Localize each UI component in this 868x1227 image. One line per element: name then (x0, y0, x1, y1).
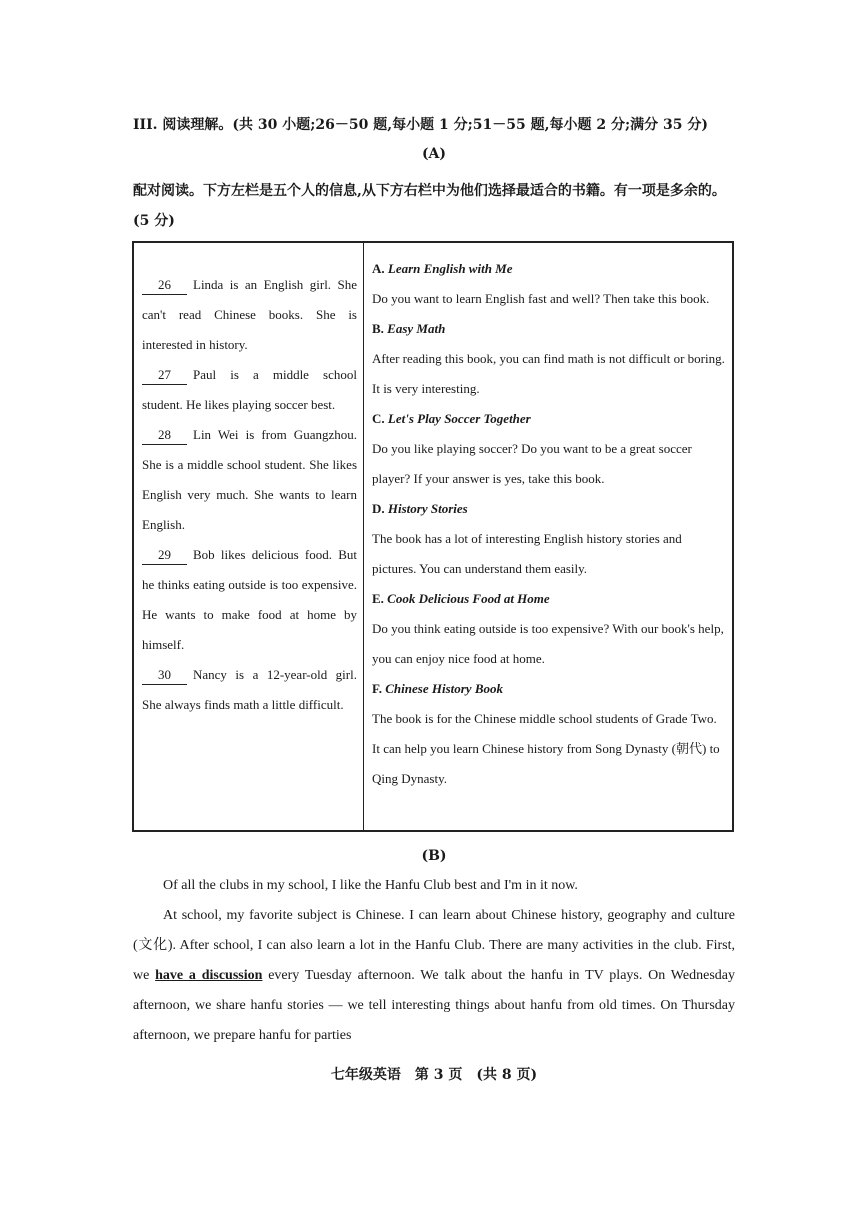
person-description: Nancy is a 12-year-old girl. She always finds math a little difficult. (142, 667, 357, 712)
book-title (372, 314, 726, 344)
answer-blank[interactable]: 26 (142, 276, 187, 295)
person-description: Lin Wei is from Guangzhou. She is a middle school student. She likes English very much. She wants to learn English. (142, 427, 357, 532)
book-name: Let's Play Soccer Together (387, 411, 531, 426)
book-description: Do you like playing soccer? Do you want to be a great soccer player? If your answer is yes, take this book. (372, 441, 692, 486)
book-title (372, 494, 726, 524)
book-title (372, 404, 726, 434)
person-description: Bob likes delicious food. But he thinks eating outside is too expensive. He wants to make food at home by himself. (142, 547, 357, 652)
book-letter: E. (372, 591, 384, 606)
passage-text: At school, my favorite subject is Chinese. I can learn about Chinese history, geography and culture (文化). After school, I can also learn a lot in the Hanfu Club. There are many activities in the club. First, we (133, 908, 735, 983)
book-letter: A. (372, 261, 385, 276)
book-description: The book has a lot of interesting English history stories and pictures. You can understand them easily. (372, 531, 682, 576)
people-list (134, 243, 363, 720)
answer-blank[interactable]: 30 (142, 666, 187, 685)
answer-blank[interactable]: 28 (142, 426, 187, 445)
books-column (364, 242, 734, 831)
person-item (142, 540, 357, 660)
page-footer: 七年级英语 第 3 页 (共 8 页) (330, 1067, 538, 1083)
books-list (364, 243, 732, 794)
book-letter: D. (372, 501, 385, 516)
matching-table (132, 241, 734, 832)
book-name: Cook Delicious Food at Home (387, 591, 550, 606)
book-title (372, 584, 726, 614)
reading-passage (133, 871, 735, 1051)
section-a-label: (A) (421, 146, 447, 162)
passage-paragraph-2 (133, 901, 735, 1051)
underlined-phrase: have a discussion (155, 968, 263, 983)
section-heading: III. 阅读理解。(共 30 小题;26－50 题,每小题 1 分;51－55 题,每小题 2 分;满分 35 分) (133, 117, 709, 133)
person-item (142, 660, 357, 720)
book-name: Easy Math (387, 321, 446, 336)
book-description: The book is for the Chinese middle school students of Grade Two. It can help you learn Chinese history from Song Dynasty (朝代) to Qing Dynasty. (372, 711, 720, 786)
passage-paragraph-1: Of all the clubs in my school, I like the Hanfu Club best and I'm in it now. (163, 878, 578, 893)
book-letter: B. (372, 321, 384, 336)
book-title (372, 674, 726, 704)
book-letter: C. (372, 411, 385, 426)
book-title (372, 254, 726, 284)
person-item (142, 360, 357, 420)
book-description: After reading this book, you can find math is not difficult or boring. It is very interesting. (372, 351, 725, 396)
book-description: Do you want to learn English fast and well? Then take this book. (372, 291, 710, 306)
person-item (142, 420, 357, 540)
people-column (133, 242, 364, 831)
person-description: Linda is an English girl. She can't read Chinese books. She is interested in history. (142, 277, 357, 352)
answer-blank[interactable]: 29 (142, 546, 187, 565)
book-name: Learn English with Me (387, 261, 513, 276)
section-b-label: (B) (421, 848, 447, 864)
book-letter: F. (372, 681, 382, 696)
person-description: Paul is a middle school student. He likes playing soccer best. (142, 367, 357, 412)
passage-text: every Tuesday afternoon. We talk about the hanfu in TV plays. On Wednesday afternoon, we share hanfu stories — we tell interesting things about hanfu from old times. On Thursday afternoon, we prepare hanfu for parties (133, 968, 735, 1043)
answer-blank[interactable]: 27 (142, 366, 187, 385)
book-name: Chinese History Book (385, 681, 503, 696)
matching-instruction: 配对阅读。下方左栏是五个人的信息,从下方右栏中为他们选择最适合的书籍。有一项是多余的。(5 分) (133, 183, 726, 229)
book-name: History Stories (387, 501, 468, 516)
person-item (142, 270, 357, 360)
book-description: Do you think eating outside is too expensive? With our book's help, you can enjoy nice food at home. (372, 621, 724, 666)
